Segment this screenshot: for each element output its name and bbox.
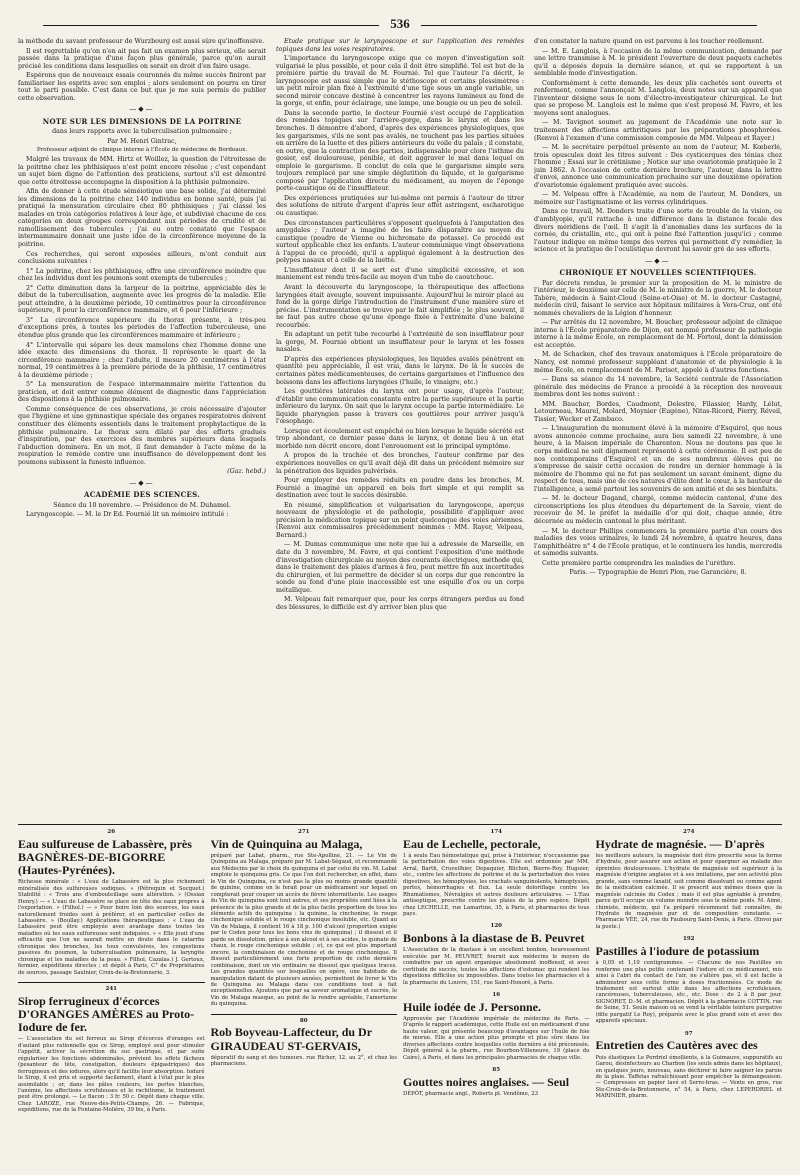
author-title: Professeur adjoint de clinique interne à l'École de médecine de Bordeaux. <box>36 147 248 154</box>
ad-title: Vin de Quinquina au Malaga, <box>210 836 363 851</box>
ornament-divider: —◆— <box>645 256 671 265</box>
ad-title: Sirop ferrugineux d'écorces D'ORANGES AMÈRES au Proto-Iodure de fer. <box>18 993 195 1035</box>
paragraph: 3° La circonférence supérieure du thorax présente, à très-peu d'exceptions près, à toutes les périodes de l'affection tuberculeuse, une étendue plus grande que les circonférences mammaire et inférieure ; <box>18 316 266 339</box>
paragraph: Comme conséquence de ces observations, je crois nécessaire d'ajouter que l'hygiène et une gymnastique spéciale des organes respiratoires doivent constituer des éléments essentiels dans le traitement prophylactique de la phthisie pulmonaire. Le thorax sera dilaté par des efforts gradués d'inspiration, par des exercices des membres supérieurs dans lesquels l'abduction dominera. En un mot, il faut demander à l'acte même de la respiration le remède contre une insuffisance de développement dont les poumons subissent la funeste influence. <box>18 405 266 466</box>
ad-number: 271 <box>298 829 310 835</box>
ad-column-1 <box>18 829 205 1169</box>
paragraph: Dans la seconde partie, le docteur Fournié s'est occupé de l'application des remèdes topiques sur l'arrière-gorge, dans le larynx et dans les bronches. Il démontre d'abord, d'après des expériences physiologiques, que les gargarismes, s'ils ne sont pas avalés, ne touchent pas les parties situées en arrière de la luette et des piliers antérieurs du voile du palais ; il constate, en outre, que la contraction des parties, indispensable pour clore l'isthme du gosier, est douloureuse, pénible, et doit aggraver le mal dans lequel on emploie le gargarisme. Il conclut de cela que le gargarisme simple sera toujours remplacé par une simple déglutition du liquide, et le gargarisme composé par l'application directe du médicament, au moyen de l'éponge porte-caustique ou de l'insufflateur. <box>276 109 524 193</box>
ad-lechelle <box>403 838 590 918</box>
paragraph: A propos de la trachée et des bronches, l'auteur confirme par des expériences nouvelles ce qu'il avait déjà dit dans un précédent mémoire sur la pénétration des liquides pulvérisés. <box>276 452 524 475</box>
paragraph: Des circonstances particulières s'opposent quelquefois à l'amputation des amygdales ; l'auteur a imaginé de les faire disparaître au moyen du caustique (poudre de Vienne ou bichromate de potasse). Ce procédé est surtout applicable chez les enfants. L'auteur communique vingt observations à l'appui de ce procédé, qu'il a appliqué également à la destruction des polypes nasaux et à celle de la luette. <box>276 219 524 265</box>
paragraph: 4° L'intervalle qui sépare les deux mamelons chez l'homme donne une idée exacte des dimensions du thorax. Il représente le quart de la circonférence mammaire ; chez l'adulte, il mesure 20 centimètres à l'état normal, 19 centimètres à la première période de la phthisie, 17 centimètres à la deuxième période ; <box>18 341 266 379</box>
paragraph: — M. le docteur Dagand, chargé, comme médecin cantonal, d'une des circonscriptions les plus étendues du département de la Savoie, vient de recevoir de M. le préfet la médaille d'or qui doit, chaque année, être décernée au médecin cantonal le plus méritant. <box>534 495 782 525</box>
ad-sirop <box>18 995 205 1114</box>
paragraph: Dans ce travail, M. Donders traite d'une sorte de trouble de la vision, ou d'amblyopie, qu'il rattache à une différence dans la distance focale des divers méridiens de l'œil. Il s'agit là d'anomalies dans les surfaces de la cornée, du cristallin, etc., qui ont à peine fixé l'attention jusqu'ici ; comme l'auteur indique en même temps des verres qui permettent d'y remédier, la science et la pratique de l'oculistique devront lui savoir gré de ses efforts. <box>534 208 782 254</box>
paragraph: En adaptant un petit tube recourbé à l'extrémité de son insufflateur pour la gorge, M. Fournié obtient un insufflateur pour le larynx et les fosses nasales. <box>276 331 524 354</box>
paragraph: — M. le docteur Phillips commencera la première partie d'un cours des maladies des voies urinaires, le lundi 24 novembre, à quatre heures, dans l'amphithéâtre n° 4 de l'École pratique, et le continuera les lundis, mercredis et samedis suivants. <box>534 527 782 558</box>
paragraph: d'en constater la nature quand on est parvenu à les toucher réellement. <box>534 38 764 45</box>
ad-title: Hydrate de magnésie. — D'après <box>595 836 765 851</box>
ad-pastilles <box>596 945 783 1025</box>
ad-column-4 <box>596 829 783 1169</box>
paragraph: Pour employer des remèdes réduits en poudre dans les bronches, M. Fournié a imaginé un appareil en bois fort simple et qui remplit sa destination avec tout le succès désirable. <box>276 477 524 500</box>
paragraph: Conformément à cette demande, les deux plis cachetés sont ouverts et renferment, comme l'annonçait M. Langlois, deux notes sur un appareil que l'inventeur désigne sous le nom d'électro-investigateur chirurgical. Le but que se propose M. Langlois est le même que s'est proposé M. Favre, et les moyens sont analogues. <box>534 79 782 117</box>
paragraph: M. Velpeau fait remarquer que, pour les corps étrangers perdus au fond des blessures, le difficile est d'y arriver bien plus que <box>276 596 524 611</box>
paragraph: Les gouttières latérales du larynx ont pour usage, d'après l'auteur, d'établir une communication constante entre la partie supérieure et la partie inférieure du larynx. On sait que le larynx occupe la partie intermédiaire. Le liquide pharyngien passe à travers ces gouttières pour arriver jusqu'à l'œsophage. <box>276 388 524 426</box>
ad-huile-iodee <box>403 1001 590 1061</box>
section-heading-academy: ACADÉMIE DES SCIENCES. <box>84 490 200 500</box>
paragraph: — Dans sa séance du 14 novembre, la Société centrale de l'Association générale des médecins de France a procédé à la réception des nouveaux membres dont les noms suivent : <box>534 376 782 399</box>
ad-number: 97 <box>684 1030 693 1037</box>
ad-title: Eau de Lechelle, pectorale, <box>403 836 541 851</box>
paragraph: L'importance du laryngoscope exige que ce moyen d'investigation soit vulgarisé le plus possible, et pour cela il doit être simplifié. Tel est but de la première partie du travail de M. Fournié. Tel que l'auteur l'a décrit, le laryngoscope est aussi simple que le stéthoscope et certains plessimètres : un petit miroir plan fixé à l'extrémité d'une tige sous un angle variable, un second miroir concave destiné à concentrer les rayons lumineux au fond de la gorge, et enfin, pour éclairage, une lampe, une bougie ou un peu de soleil. <box>276 55 524 108</box>
paragraph: En résumé, simplification et vulgarisation du laryngoscope, aperçus nouveaux de physiologie et de pathologie, possibilité d'appliquer avec précision la médication topique sur un point quelconque des voies aériennes. (Renvoi aux commissaires précédemment nommés : MM. Rayer, Velpeau, Bernard.) <box>276 501 524 539</box>
paragraph: Par décrets rendus, le premier sur la proposition de M. le ministre de l'intérieur, le deuxième sur celle de M. le ministre de la guerre, M. le docteur Tabère, médecin à Saint-Cloud (Seine-et-Oise) et M. le docteur Castagné, médecin civil, faisant le service aux hôpitaux militaires à Vera-Cruz, ont été nommés chevaliers de la Légion d'honneur. <box>534 279 782 317</box>
ad-number: 85 <box>492 1067 501 1074</box>
ad-title: Bonbons à la diastase de B. Peuvret <box>403 931 585 946</box>
paragraph: Ces recherches, qui seront exposées ailleurs, m'ont conduit aux conclusions suivantes : <box>18 250 266 266</box>
paragraph: la méthode du savant professeur de Wurzbourg est aussi sûre qu'inoffensive. <box>18 38 265 45</box>
paragraph: Afin de donner à cette étude séméiotique une base solide, j'ai déterminé les dimensions de la poitrine chez 140 individus en bonne santé, puis j'ai pratiqué la mensuration circulaire chez 80 phthisiques ; j'ai classé les malades en trois catégories relatives à leur âge, et subdivisé chacune de ces catégories en deux groupes correspondant aux périodes de crudité et de ramollissement des tubercules ; j'ai eu outre constaté que l'espace intermammaire donnait une juste idée de la circonférence moyenne de la poitrine. <box>18 188 266 248</box>
paragraph: — M. E. Langlois, à l'occasion de la même communication, demande par une lettre transmise à M. le président l'ouverture de deux paquets cachetés qu'il a déposés depuis la dernière séance, et qui se rapportent à un semblable mode d'investigation. <box>534 47 782 78</box>
ad-separator <box>18 982 205 983</box>
paragraph: — M. Velpeau offre à l'Académie, au nom de l'auteur, M. Donders, un mémoire sur l'astigmatisme et les verres cylindriques. <box>534 191 782 206</box>
article-heading: NOTE SUR LES DIMENSIONS DE LA POITRINE <box>42 116 242 126</box>
ad-number: 192 <box>683 936 695 943</box>
paragraph: — M. Tavignot soumet au jugement de l'Académie une note sur le traitement des affections arthritiques par les préparations phosphorées. (Renvoi à l'examen d'une commission composée de MM. Velpeau et Rayer.) <box>534 119 782 142</box>
ad-body: 1 à seule Eau hémostatique qui, prise à l'intérieur, n'occasionne pas la perturbation des voies digestives. Elle est ordonnée par MM. Arral, Barth, Cruveilhier, Depaquier, Blichon, Bierre-Roy, Huguier, etc., contre les affections de poitrine et de la perturbation des voies digestives, les hémoptysies, les crachats sanguinolents, hémoptysies, pertes, hémorrhagies et flux. La seule doloriflage contre les Rhumatismes, Névralgies et autres douleurs articulaires. — L'Eau antiseptique, prescrite contre les plaies de la pire espèce. Dépôt chez LECHELLE, rue Lamartine, 35, à Paris, et pharmacies de tous pays. <box>403 852 590 917</box>
paragraph: — M. le secrétaire perpétuel présente au nom de l'auteur, M. Kœberlé, trois opuscules dont les titres suivent : Des cysticerques des ténias chez l'homme ; Essai sur le crétinisme ; Notice sur une ovariotomie pratiquée le 2 juin 1862. A l'occasion de cette dernière brochure, l'auteur, dans la lettre d'envoi, annonce une communication prochaine sur une deuxième opération d'ovariotomie également pratiquée avec succès. <box>534 144 782 189</box>
column-2 <box>276 38 524 818</box>
ad-title: Rob Boyveau-Laffecteur, du Dr GIRAUDEAU ST-GERVAIS, <box>210 1025 372 1053</box>
ad-title: Entretien des Cautères avec des <box>595 1038 758 1053</box>
ad-hydrate-magnesie <box>596 838 783 931</box>
ad-number: 26 <box>107 829 116 835</box>
ad-number: 241 <box>105 986 117 993</box>
paragraph: MM. Baucher, Bordes, Caudmont, Delestre, Filassier, Hardy, Lélut, Letourneau, Maurel, Molard, Moynier (Eugène), Nitas-Ricord, Pierry, Réveil, Tissier, Wecker et Zambaco. <box>534 400 782 423</box>
ad-number: 16 <box>492 992 501 999</box>
ad-bonbons <box>403 932 590 986</box>
ad-title: Pastilles à l'iodure de potassium <box>595 944 760 959</box>
paragraph: 2° Cette diminution dans la largeur de la poitrine, appréciable dès le début de la tuberculisation, augmente avec les progrès de la maladie. Elle peut atteindre, à la deuxième période, 10 centimètres pour la circonférence supérieure, 8 pour la circonférence mammaire, et 6 pour l'inférieure ; <box>18 284 266 315</box>
ad-labassere <box>18 838 205 976</box>
paragraph: Laryngoscopie. — M. le Dr Ed. Fournié lit un mémoire intitulé : <box>26 511 229 519</box>
paragraph: Il est regrettable qu'on n'en ait pas fait un examen plus sérieux, elle serait passée dans la pratique d'une façon plus générale, parce qu'on aurait précisé les conditions dans lesquelles on serait en droit d'en faire usage. <box>18 47 266 70</box>
ad-body: — L'association du sel ferreux au Sirop d'écorces d'oranges est d'autant plus rationnelle que ce Sirop, employé seul pour stimuler l'appétit, activer la sécrétion du suc gastrique, et par suite régulariser les fonctions abdominales, prévient les effets fâcheux (pesanteur de tête, constipation, douleurs épigastriques) des ferrugineux et des iodures, alors qu'il facilite leur absorption. Ioduré le Sirop, il est prix et supporté facilement, étant à l'état pur le plus assimilable ; or, dans les pâles couleurs, les pertes blanches, l'anémie, les affections scrofuleuses et le rachitisme, le traitement peut être prolongé. — Le flacon : 3 fr. 50 c. Dépôt dans chaque ville. Chez LAROZE, rue Neuve-des-Petits-Champs, 26. — Fabrique, expéditions, rue de la Fontaine-Molière, 39 bis, à Paris. <box>18 1036 205 1114</box>
ad-rob <box>211 1026 398 1067</box>
column-1 <box>18 38 266 818</box>
ad-body: Richesse minérale : « L'eau de Labassère est la plus richement minéralisée des sulfureuses sodiques. » (Pétrequin et Socquet.) Stabilité : « Trois ans d'embouteillage sans altération. » (Ossian Henry.) — « L'eau de Labassère se place en tête des eaux propres à l'exportation. » (Filhol.) — « Pour boire loin des sources, les eaux naturellement froides sont à préférer, et en particulier celles de Labassère. » (Boullay.) Applications thérapeutiques : « L'eau de Labassère peut être employée avec avantage dans toutes les maladies où les eaux sulfureuses sont indiquées. » « Elle jouit d'une efficacité que l'on ne saurait mettre en doute dans le catarrhe chronique des bronches, les toux convulsives, les congestions passives du poumon, la tuberculisation pulmonaire, la laryngite chronique et les maladies de la peau. » Filhol, Cazalas.) J. Gertoux, fermier, expéditions directes ; et dépôt à Paris, C° de Propriétaires de sources, passage Saulnier, Croix-de-la-Bretonnerie, 3. <box>18 879 205 976</box>
ad-number: 120 <box>490 923 502 930</box>
header-rule-left <box>43 25 379 26</box>
ad-body: Pois élastiques Le Perdriel émollients, à la Guimauve, suppuratifs au Garou, désinfecteurs au Charbon (les seuls admis dans les hôpitaux), en quelques jours, nouveau, sans déchirer ni faire saigner les parois de la plaie. Taffetas rafraîchissant pour empêcher la démangeaison. — Compresses en papier lavé et Serre-bras. — Vente en gros, rue Ste-Croix-de-la-Bretonnerie, n° 54, à Paris, chez LEPERDRIEL et MARINIER, pharm. <box>595 1054 782 1100</box>
paragraph: D'après des expériences physiologiques, les liquides avalés pénètrent en quantité peu appréciable, il est vrai, dans le larynx. De là le succès de certaines pâtes médicamenteuses, de certains gargarismes et l'influence des boissons dans les affections laryngées (l'huile, le vinaigre, etc.) <box>276 355 524 386</box>
ad-body: Approuvée par l'Académie impériale de médecine de Paris. — D'après le rapport académique, cette Huile est un médicament d'une haute valeur, qui présente beaucoup d'avantages sur l'huile de foie de morue. Elle a une action plus prompte et plus sûre dans les diverses affections contre lesquelles cette dernière a été préconisée. Dépôt général à la pharm., rue Bourbon-Villeneuve, 19 (place du Caire), à Paris, et dans les principales pharmacies de chaque ville. <box>403 1015 590 1061</box>
paragraph: Malgré les travaux de MM. Hirtz et Woillez, la question de l'étroitesse de la poitrine chez les phthisiques n'est point encore résolue ; c'est cependant un sujet bien digne de l'attention des praticiens, surtout s'il est démontré que cette étroitesse accompagne la disposition à la phthisie pulmonaire. <box>18 155 266 186</box>
ad-body: dépuratif du sang et des tumeurs. rue Richer, 12, au 2°, et chez les pharmaciens. <box>210 1054 397 1068</box>
paragraph: — M. Dumas communique une note que lui a adressée de Marseille, en date du 3 novembre, M. Favre, et qui contient l'exposition d'une méthode d'investigation chirurgicale au moyen des courants électriques, méthode qui, dans le traitement des plaies d'armes à feu, peut mettre fin aux incertitudes du chirurgien, et lui permettre de décider si un corps dur que rencontre la sonde au fond d'une plaie inaccessible est une esquille d'os ou un corps métallique. <box>276 541 524 594</box>
ad-separator <box>211 1014 398 1015</box>
ad-number: 274 <box>683 829 695 835</box>
paragraph: M. de Schacken, chef des travaux anatomiques à l'École préparatoire de Nancy, est nommé professeur suppléant d'anatomie et de physiologie à la même École, en remplacement de M. Parisot, appelé à d'autres fonctions. <box>534 351 782 374</box>
ad-gouttes <box>403 1076 590 1098</box>
ad-body: L'Association de la diastase à un excellent bonbon, heureusement exécutée par M. PEUVRET, fournit aux médecins le moyen de combattre par un agent organique absolument inoffensif, et avec certitude de succès, toutes les affections d'estomac qui rendent les digestions difficiles ou impossibles. Dans toutes les pharmacies et à la pharmacie du Louvre, 151, rue Saint-Honoré, à Paris. <box>403 947 590 986</box>
ad-body: préparé par Labat, pharm., rue Ste-Apolline, 21. — Le Vin de Quinquina au Malaga, préparé par M. Labat-Ségaud, et recommandé aux Médecins par le choix du quinquina et par celui du vin. M. Labat emploie le quinquina gris. Ce que l'on doit rechercher, en effet, dans le Vin de Quinquina, ce n'est pas la plus ou moins grande quantité de quinine, comme on le ferait pour un médicament sur lequel on compterait pour couper un accès de fièvre intermittente. Les usages du Vin de quinquina sont tout autres, et ses propriétés sont liées à la présence de la plus grande et de la plus facile proportion de tous les éléments actifs du quinquina : la quinine, la cinchonine, le rouge cinchonique soluble et le rouge cinchonique insoluble, etc. Quant au Vin de Malaga, il contient 16 à 18 p. 100 d'alcool (proportion exigée par le Codex pour tous les bons vins de quinquina) ; il dissout et il garde en dissolution, grâce à son alcool et à ses acides, le quinate de chaux, le rouge cinchonique soluble ; et, ce qui est plus important encore, la combinaison de cinchonine et de rouge cinchonique. Il dissout particulièrement une forte proportion de cette dernière combinaison, dont un vin ordinaire ne dissout que quelques traces. Les grandes quantités sur lesquelles on opère, une habitude de manipulation datant de plusieurs années, permettent de livrer le Vin de Quinquina au Malaga dans ces conditions tout à fait exceptionnelles. Ajoutons que par sa saveur aromatique et sucrée, le Vin de Malaga masque, au point de la rendre agréable, l'amertume du quinquina. <box>210 852 397 1008</box>
paragraph: Lorsque cet écoulement est empêché ou bien lorsque le liquide sécrété est trop abondant, ce dernier passe dans le larynx, et donne lieu à un état morbide non décrit encore, dont l'enrouement est le principal symptôme. <box>276 427 524 450</box>
ad-body: DÉPÔT, pharmacie angl., Roberts pl. Vendôme, 23 <box>403 1090 538 1097</box>
seance-line: Séance du 10 novembre. — Présidence de M. Duhamel. <box>53 501 231 509</box>
ad-column-2 <box>211 829 398 1169</box>
article-author: Par M. Henri Gintrac, <box>107 137 177 145</box>
paragraph: — Par arrêtés du 12 novembre, M. Boucher, professeur adjoint de clinique interne à l'École préparatoire de Dijon, est nommé professeur de pathologie interne à la même École, en remplacement de M. Fortoul, dont la démission est acceptée. <box>534 319 782 349</box>
paragraph: Avant la découverte du laryngoscope, la thérapeutique des affections laryngées était aveugle, souvent impuissante. Aujourd'hui le miroir placé au fond de la gorge dirige l'introduction de l'instrument d'une manière sûre et précise. L'instrumentation se trouve par le fait simplifiée ; le plus souvent, il ne faut pas autre chose qu'une éponge fixée à l'extrémité d'une baleine recourbée. <box>276 283 524 329</box>
section-heading-chronique: CHRONIQUE ET NOUVELLES SCIENTIFIQUES. <box>559 268 757 278</box>
paragraph: 1° La poitrine, chez les phthisiques, offre une circonférence moindre que chez les individus dont les poumons sont exempts de tubercules ; <box>18 267 266 283</box>
ad-body: à 0,05 et 1,10 centigrammes. — Chacune de nos Pastilles en renferme une plus petite contenant l'iodure et ce médicament, mis ainsi à l'abri du contact de l'air, ne s'altère pas, et il est facile à administrer sous cette forme à doses fractionnées. Ce mode de traitement est surtout utile dans les affections scrofuleuses, cancéreuses, tuberculeuses, etc., etc. Dose : de 2 à 8 par jour. SIGNORET, D.-M. et pharmacien. Dépôt à la pharmacie COTTIN, rue de Seine, 51. Seule maison où se vend la véritable teinture purgative (dite purgatif Le Roy), préparée avec le plus grand soin et avec des appareils spéciaux. <box>595 960 782 1025</box>
paragraph: Des expériences pratiquées sur lui-même ont permis à l'auteur de titrer des solutions de nitrate d'argent d'après leur effet astringent, escharotique ou caustique. <box>276 194 524 218</box>
ornament-divider: —◆— <box>129 105 155 114</box>
ad-title: Eau sulfureuse de Labassère, près BAGNÈRES-DE-BIGORRE (Hautes-Pyrénées). <box>18 836 192 878</box>
page-number-row <box>18 16 782 32</box>
ad-body: les meilleurs auteurs, la magnésie doit être prescrite sous la forme d'hydrate, pour assurer son action et pour épargner au malade des épreintes douloureuses. L'hydrate de magnésie est supérieur à la magnésie d'origine anglaise et à ses imitations, par son activité plus grande, sans comme laxatif, soit comme dissolvant ou comme agent de la médication calcinée. Il se prescrit aux mêmes doses que la magnésie calcinée du Codex ; mais il est plus agréable à prendre, parce qu'il occupe un volume moindre sous le même poids. M. Aimé, chimiste, médecin, qui l'a préparé récemment fait connaître, de l'hydrate de magnésie pur et de composition constante. — Pharmacie VÉE, 24, rue du Faubourg Saint-Denis, à Paris. (Envoi par la poste.) <box>595 852 782 930</box>
paragraph: 5° La mensuration de l'espace intermammaire mérite l'attention du praticien, et doit entrer comme élément de diagnostic dans l'appréciation des dispositions à la phthisie pulmonaire. <box>18 381 266 404</box>
page-number: 536 <box>390 16 410 31</box>
column-3 <box>534 38 782 818</box>
ad-number: 80 <box>299 1017 308 1024</box>
paragraph: — L'inauguration du monument élevé à la mémoire d'Esquirol, que nous avons annoncée comme prochaine, aura lieu samedi 22 novembre, à une heure, à la Maison impériale de Charenton. Nous ne doutons pas que le corps médical ne soit dignement représenté à cette cérémonie. Il est peu de nos contemporains d'Esquirol et un de ses nombreux élèves qui ne s'empresse de saisir cette occasion de rendre un dernier hommage à la mémoire de l'homme qui ne fut pas seulement un savant éminent, digne du respect de tous, mais une de ces natures d'élite dont le cœur, à la hauteur de l'intelligence, a semé partout les souvenirs de son amitié et de ses bienfaits. <box>534 425 782 493</box>
paragraph: Cette première partie comprendra les maladies de l'urèthre. <box>542 559 736 567</box>
source-citation: (Gaz. hebd.) <box>227 468 266 476</box>
ad-title: Gouttes noires anglaises. — Seul <box>403 1074 570 1089</box>
paragraph: Étude pratique sur le laryngoscope et sur l'application des remèdes topiques dans les voies respiratoires. <box>276 38 524 53</box>
ad-number: 174 <box>490 829 502 835</box>
header-rule-right <box>421 25 757 26</box>
advertisement-section <box>18 829 782 1169</box>
ornament-divider: —◆— <box>129 478 155 487</box>
paragraph: Espérons que de nouveaux essais couronnés du même succès finiront par familiariser les esprits avec son emploi ; alors seulement on pourra en tirer tout le parti possible. C'est dans ce but que je me suis permis de publier cette observation. <box>18 72 266 102</box>
article-subheading: dans leurs rapports avec la tuberculisation pulmonaire ; <box>52 128 232 136</box>
ad-title: Huile iodée de J. Personne. <box>403 999 541 1014</box>
ad-vin-quinquina <box>211 838 398 1008</box>
paragraph: L'insufflateur dont il se sert est d'une simplicité excessive, et son maniement est rendu très-facile au moyen d'un tube de caoutchouc. <box>276 266 524 282</box>
ad-column-3 <box>403 829 590 1169</box>
ads-divider <box>18 824 782 825</box>
imprint-line: Paris. — Typographie de Henri Plon, rue Garancière, 8. <box>569 569 747 577</box>
article-columns <box>18 38 782 818</box>
ad-cauteres <box>596 1039 783 1099</box>
